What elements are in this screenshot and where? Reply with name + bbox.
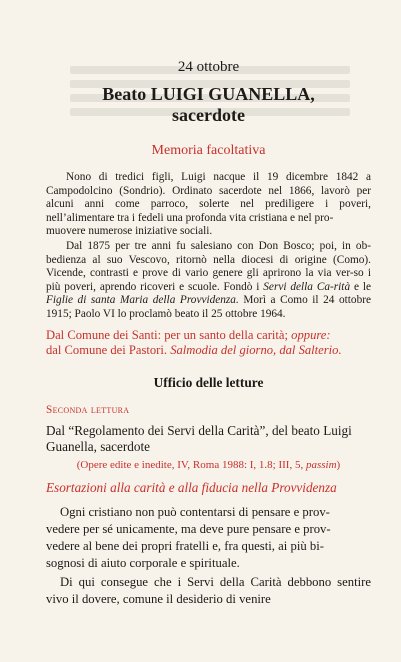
biography <box>46 171 371 322</box>
reading-paragraph-1: Ogni cristiano non può contentarsi di pensare e prov- vedere per sé unicamente, ma deve pure pensare e prov- vedere al bene dei propri fratelli e, fra questi, ai più bi- sognosi di aiuto corporale e spirituale. <box>46 504 331 570</box>
reading-label: Seconda lettura <box>46 403 130 416</box>
reading-title: Esortazioni alla carità e alla fiducia nella Provvidenza <box>46 479 337 495</box>
biography-paragraph-2: Dal 1875 per tre anni fu salesiano con Don Bosco; poi, in ob-bedienza al suo Vescovo, ritornò nella diocesi di origine (Como). Vicende, contrasti e prove di vario genere gli aprirono la via ver-so i più poveri, aprendo ricoveri e scuole. Fondò i Servi della Ca-rità e le Figlie di santa Maria della Provvidenza. Morì a Como il 24 ottobre 1915; Paolo VI lo proclamò beato il 25 ottobre 1964. <box>46 239 371 320</box>
common-rubric: Dal Comune dei Santi: per un santo della carità; oppure: dal Comune dei Pastori. Salmodia del giorno, dal Salterio. <box>46 327 342 358</box>
reading-paragraph-2: Di qui consegue che i Servi della Carità debbono sentire vivo il dovere, comune il desiderio di venire <box>46 574 371 606</box>
reading-text <box>46 504 371 608</box>
saint-name: Beato LUIGI GUANELLA, <box>102 84 315 104</box>
reading-reference: (Opere edite e inedite, IV, Roma 1988: I, 1.8; III, 5, passim) <box>76 458 341 471</box>
liturgical-rank: Memoria facoltativa <box>151 143 266 158</box>
biography-paragraph-1: Nono di tredici figli, Luigi nacque il 19 dicembre 1842 a Campodolcino (Sondrio). Ordinato sacerdote nel 1866, lavorò per alcuni anni come parroco, solerte nel prediligere i poveri, nell’alimentare tra i fedeli una profonda vita cristiana e nel pro- muovere numerose iniziative sociali. <box>46 171 371 238</box>
saint-title: sacerdote <box>172 105 245 125</box>
office-heading: Ufficio delle letture <box>153 374 264 390</box>
feast-date: 24 ottobre <box>177 59 240 75</box>
reading-source: Dal “Regolamento dei Servi della Carità”, del beato Luigi Guanella, sacerdote <box>46 422 352 454</box>
